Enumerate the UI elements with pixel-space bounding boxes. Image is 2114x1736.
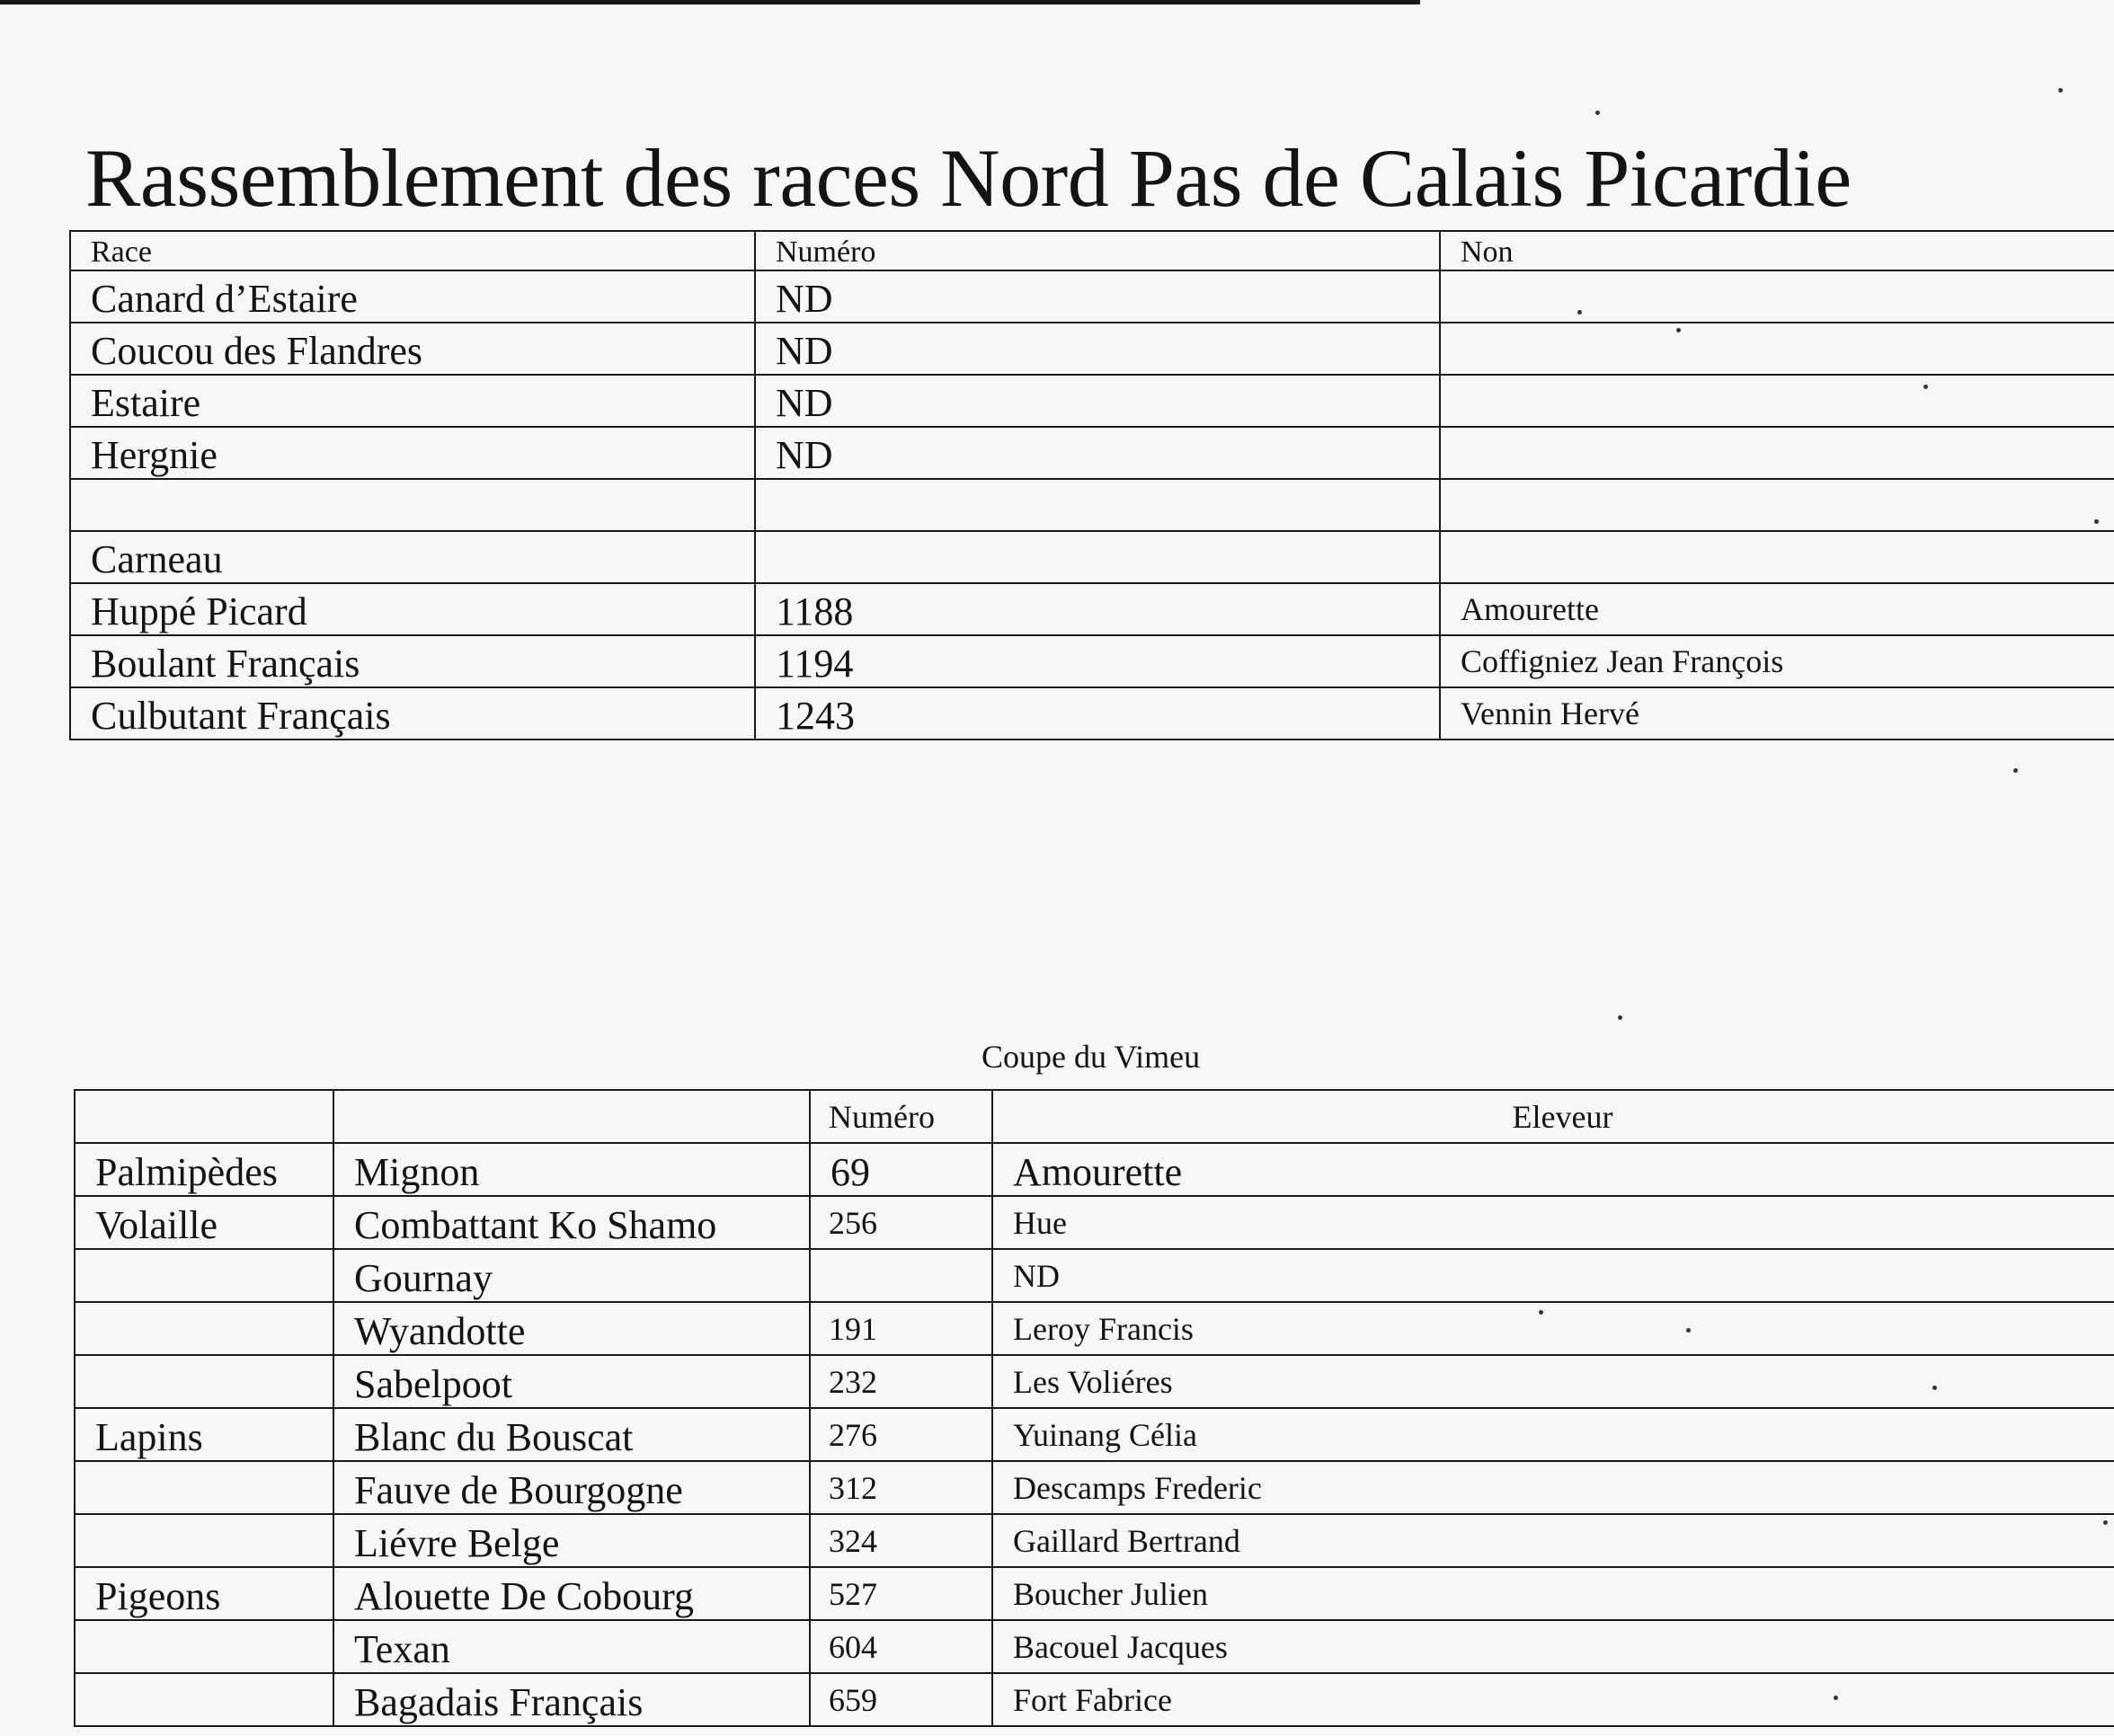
numero-cell: 312 — [810, 1461, 992, 1514]
numero-cell: 1243 — [755, 687, 1440, 740]
scan-speck — [1595, 111, 1600, 115]
categorie-cell — [75, 1620, 333, 1673]
eleveur-cell: ND — [992, 1249, 2114, 1302]
table-row — [75, 1673, 2114, 1726]
nom-cell — [1440, 531, 2114, 583]
numero-cell: 256 — [810, 1196, 992, 1249]
numero-cell: 191 — [810, 1302, 992, 1355]
scan-speck — [1618, 1015, 1622, 1020]
coupe-table-header — [75, 1090, 2114, 1143]
races-table-header — [70, 231, 2114, 270]
eleveur-cell: Fort Fabrice — [992, 1673, 2114, 1726]
categorie-cell — [75, 1514, 333, 1567]
categorie-cell — [75, 1302, 333, 1355]
race-cell: Gournay — [333, 1249, 810, 1302]
numero-cell: 232 — [810, 1355, 992, 1408]
race-cell: Fauve de Bourgogne — [333, 1461, 810, 1514]
eleveur-cell: Gaillard Bertrand — [992, 1514, 2114, 1567]
race-cell: Wyandotte — [333, 1302, 810, 1355]
nom-cell — [1440, 479, 2114, 531]
numero-cell — [810, 1249, 992, 1302]
race-cell: Combattant Ko Shamo — [333, 1196, 810, 1249]
scan-speck — [2013, 768, 2018, 773]
race-cell: Alouette De Cobourg — [333, 1567, 810, 1620]
coupe-table — [74, 1089, 2114, 1727]
categorie-cell — [75, 1249, 333, 1302]
numero-cell: 1188 — [755, 583, 1440, 635]
numero-cell: ND — [755, 323, 1440, 375]
table-row — [70, 375, 2114, 427]
race-cell: Texan — [333, 1620, 810, 1673]
table-row — [70, 323, 2114, 375]
table-row — [70, 270, 2114, 323]
race-cell: Canard d’Estaire — [70, 270, 755, 323]
nom-cell — [1440, 323, 2114, 375]
table-row — [75, 1196, 2114, 1249]
race-cell: Mignon — [333, 1143, 810, 1196]
numero-cell: ND — [755, 270, 1440, 323]
race-cell: Boulant Français — [70, 635, 755, 687]
table-row — [70, 479, 2114, 531]
nom-cell: Vennin Hervé — [1440, 687, 2114, 740]
eleveur-cell: Hue — [992, 1196, 2114, 1249]
race-cell — [70, 479, 755, 531]
table-row — [75, 1620, 2114, 1673]
race-cell: Blanc du Bouscat — [333, 1408, 810, 1461]
table-row — [75, 1143, 2114, 1196]
categorie-cell — [75, 1673, 333, 1726]
categorie-cell — [75, 1355, 333, 1408]
header-race — [333, 1090, 810, 1143]
categorie-cell: Palmipèdes — [75, 1143, 333, 1196]
table-row — [75, 1514, 2114, 1567]
categorie-cell — [75, 1461, 333, 1514]
numero-cell: 276 — [810, 1408, 992, 1461]
race-cell: Sabelpoot — [333, 1355, 810, 1408]
header-numero: Numéro — [810, 1090, 992, 1143]
table-row — [70, 635, 2114, 687]
numero-cell: 1194 — [755, 635, 1440, 687]
categorie-cell: Volaille — [75, 1196, 333, 1249]
header-race: Race — [70, 231, 755, 270]
table-row — [75, 1355, 2114, 1408]
table-row — [75, 1567, 2114, 1620]
numero-cell: 659 — [810, 1673, 992, 1726]
table-row — [70, 583, 2114, 635]
header-categorie — [75, 1090, 333, 1143]
eleveur-cell: Amourette — [992, 1143, 2114, 1196]
table-row — [70, 687, 2114, 740]
nom-cell — [1440, 375, 2114, 427]
eleveur-cell: Les Voliéres — [992, 1355, 2114, 1408]
header-nom: Non — [1440, 231, 2114, 270]
numero-cell: 604 — [810, 1620, 992, 1673]
top-border-rule — [0, 0, 1420, 4]
table-row — [75, 1408, 2114, 1461]
race-cell: Liévre Belge — [333, 1514, 810, 1567]
categorie-cell: Pigeons — [75, 1567, 333, 1620]
eleveur-cell: Yuinang Célia — [992, 1408, 2114, 1461]
header-numero: Numéro — [755, 231, 1440, 270]
categorie-cell: Lapins — [75, 1408, 333, 1461]
race-cell: Carneau — [70, 531, 755, 583]
table-row — [75, 1249, 2114, 1302]
nom-cell: Coffigniez Jean François — [1440, 635, 2114, 687]
table-row — [75, 1461, 2114, 1514]
table-row — [70, 427, 2114, 479]
race-cell: Bagadais Français — [333, 1673, 810, 1726]
numero-cell: 69 — [810, 1143, 992, 1196]
eleveur-cell: Boucher Julien — [992, 1567, 2114, 1620]
races-table — [69, 230, 2114, 740]
header-eleveur: Eleveur — [992, 1090, 2114, 1143]
table-row — [70, 531, 2114, 583]
nom-cell: Amourette — [1440, 583, 2114, 635]
numero-cell — [755, 531, 1440, 583]
nom-cell — [1440, 270, 2114, 323]
table-row — [75, 1302, 2114, 1355]
nom-cell — [1440, 427, 2114, 479]
numero-cell: 324 — [810, 1514, 992, 1567]
race-cell: Hergnie — [70, 427, 755, 479]
numero-cell: ND — [755, 427, 1440, 479]
race-cell: Estaire — [70, 375, 755, 427]
race-cell: Culbutant Français — [70, 687, 755, 740]
numero-cell: 527 — [810, 1567, 992, 1620]
numero-cell: ND — [755, 375, 1440, 427]
numero-cell — [755, 479, 1440, 531]
document-title: Rassemblement des races Nord Pas de Calais Picardie — [85, 132, 1852, 224]
scan-speck — [2058, 88, 2063, 93]
coupe-caption: Coupe du Vimeu — [982, 1039, 1201, 1075]
eleveur-cell: Descamps Frederic — [992, 1461, 2114, 1514]
eleveur-cell: Bacouel Jacques — [992, 1620, 2114, 1673]
race-cell: Huppé Picard — [70, 583, 755, 635]
race-cell: Coucou des Flandres — [70, 323, 755, 375]
eleveur-cell: Leroy Francis — [992, 1302, 2114, 1355]
